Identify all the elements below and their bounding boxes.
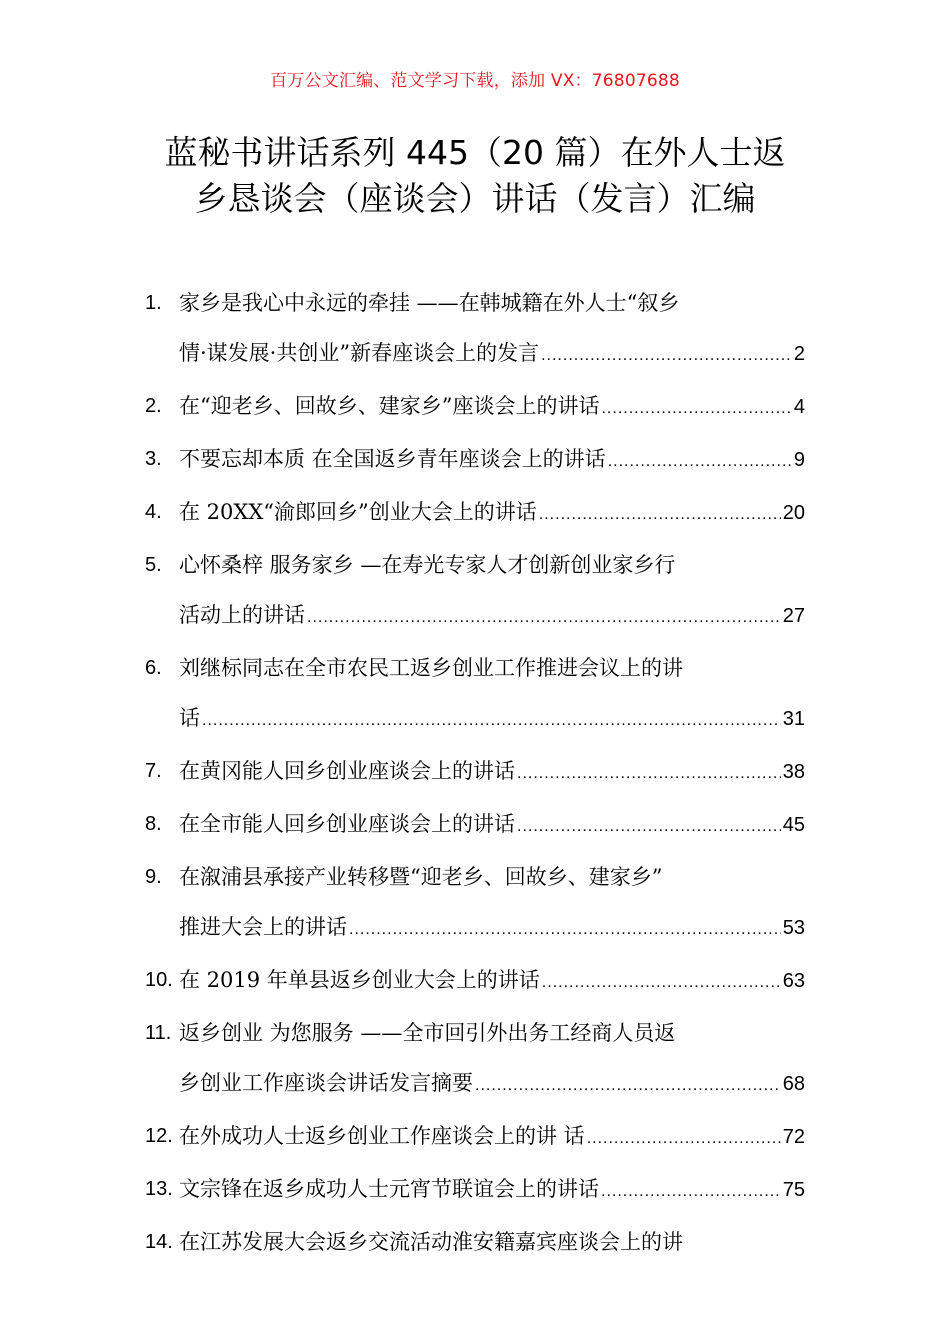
toc-entry-title: 在“迎老乡、回故乡、建家乡”座谈会上的讲话 [179,394,600,418]
toc-entry-title: 情·谋发展·共创业”新春座谈会上的发言 [179,341,540,365]
toc-entry-number: 3. [145,448,162,470]
toc-entry-title: 乡创业工作座谈会讲话发言摘要 [179,1071,473,1095]
toc-entry-page-number: 75 [782,1179,805,1201]
toc-entry-line [179,487,805,540]
title-line-2: 乡恳谈会（座谈会）讲话（发言）汇编 [194,179,756,218]
toc-entry-line [179,590,805,643]
toc-entry[interactable] [145,1217,805,1267]
toc-entry-title-line: 在江苏发展大会返乡交流活动淮安籍嘉宾座谈会上的讲 [179,1230,683,1254]
toc-entry[interactable] [145,1008,805,1111]
dot-leader [539,490,781,540]
toc-entry-title: 活动上的讲话 [179,603,305,627]
toc-entry[interactable] [145,540,805,643]
toc-entry-title-line: 返乡创业 为您服务 ——全市回引外出务工经商人员返 [179,1021,676,1045]
toc-entry[interactable] [145,381,805,434]
toc-entry[interactable] [145,434,805,487]
toc-entry-number: 7. [145,760,162,782]
toc-entry-line [179,1058,805,1111]
toc-entry-title-line: 家乡是我心中永远的牵挂 ——在韩城籍在外人士“叙乡 [179,291,680,315]
dot-leader [349,905,781,955]
toc-entry[interactable] [145,799,805,852]
toc-entry-line [179,746,805,799]
toc-entry-line [179,693,805,746]
toc-entry-title: 不要忘却本质 在全国返乡青年座谈会上的讲话 [179,447,606,471]
toc-entry-line [179,328,805,381]
toc-entry[interactable] [145,487,805,540]
toc-entry[interactable] [145,278,805,381]
toc-entry-title-line: 在溆浦县承接产业转移暨“迎老乡、回故乡、建家乡” [179,865,663,889]
toc-entry-line [179,955,805,1008]
dot-leader [608,437,792,487]
toc-entry-title: 在 2019 年单县返乡创业大会上的讲话 [179,968,540,992]
dot-leader [475,1061,781,1111]
dot-leader [587,1114,781,1164]
toc-entry-number: 6. [145,657,162,679]
toc-entry-page-number: 68 [782,1073,805,1095]
document-title [120,130,830,222]
toc-entry-number: 12. [145,1125,173,1147]
table-of-contents [145,278,805,1267]
toc-entry-title-line: 心怀桑梓 服务家乡 —在寿光专家人才创新创业家乡行 [179,553,676,577]
toc-entry[interactable] [145,746,805,799]
toc-entry-line [179,799,805,852]
toc-entry-number: 14. [145,1231,173,1253]
toc-entry-page-number: 2 [793,343,805,365]
toc-entry-number: 10. [145,969,173,991]
toc-entry-line [179,1111,805,1164]
toc-entry-number: 4. [145,501,162,523]
toc-entry-title: 在黄冈能人回乡创业座谈会上的讲话 [179,759,515,783]
dot-leader [307,593,781,643]
dot-leader [601,1167,781,1217]
toc-entry-line [179,434,805,487]
toc-entry-title: 在全市能人回乡创业座谈会上的讲话 [179,812,515,836]
toc-entry-title: 文宗锋在返乡成功人士元宵节联谊会上的讲话 [179,1177,599,1201]
toc-entry-title-line: 刘继标同志在全市农民工返乡创业工作推进会议上的讲 [179,656,683,680]
toc-entry-title: 话 [179,706,200,730]
toc-entry-number: 5. [145,554,162,576]
dot-leader [202,696,781,746]
toc-entry-number: 13. [145,1178,173,1200]
toc-entry[interactable] [145,852,805,955]
toc-entry-page-number: 9 [793,449,805,471]
toc-entry-number: 11. [145,1022,172,1044]
toc-entry[interactable] [145,1111,805,1164]
toc-entry[interactable] [145,1164,805,1217]
toc-entry-number: 8. [145,813,162,835]
dot-leader [517,802,781,852]
toc-entry-title: 推进大会上的讲话 [179,915,347,939]
toc-entry-line [179,381,805,434]
toc-entry-page-number: 31 [782,708,805,730]
toc-entry-line [179,902,805,955]
dot-leader [517,749,781,799]
toc-entry-page-number: 53 [782,917,805,939]
toc-entry-page-number: 63 [782,970,805,992]
dot-leader [541,331,792,381]
title-line-1: 蓝秘书讲话系列 445（20 篇）在外人士返 [164,133,786,172]
dot-leader [601,384,791,434]
toc-entry[interactable] [145,955,805,1008]
toc-entry-page-number: 38 [782,761,805,783]
toc-entry-number: 1. [145,292,162,314]
toc-entry-title: 在外成功人士返乡创业工作座谈会上的讲 话 [179,1124,585,1148]
toc-entry-line [179,1164,805,1217]
toc-entry-title: 在 20XX“渝郎回乡”创业大会上的讲话 [179,500,537,524]
toc-entry-number: 2. [145,395,162,417]
toc-entry-number: 9. [145,866,162,888]
toc-entry-page-number: 27 [782,605,805,627]
toc-entry-page-number: 72 [782,1126,805,1148]
header-note: 百万公文汇编、范文学习下载，添加 VX：76807688 [270,71,680,91]
toc-entry[interactable] [145,643,805,746]
toc-entry-page-number: 4 [793,396,805,418]
toc-entry-page-number: 45 [782,814,805,836]
toc-entry-page-number: 20 [782,502,805,524]
dot-leader [542,958,781,1008]
